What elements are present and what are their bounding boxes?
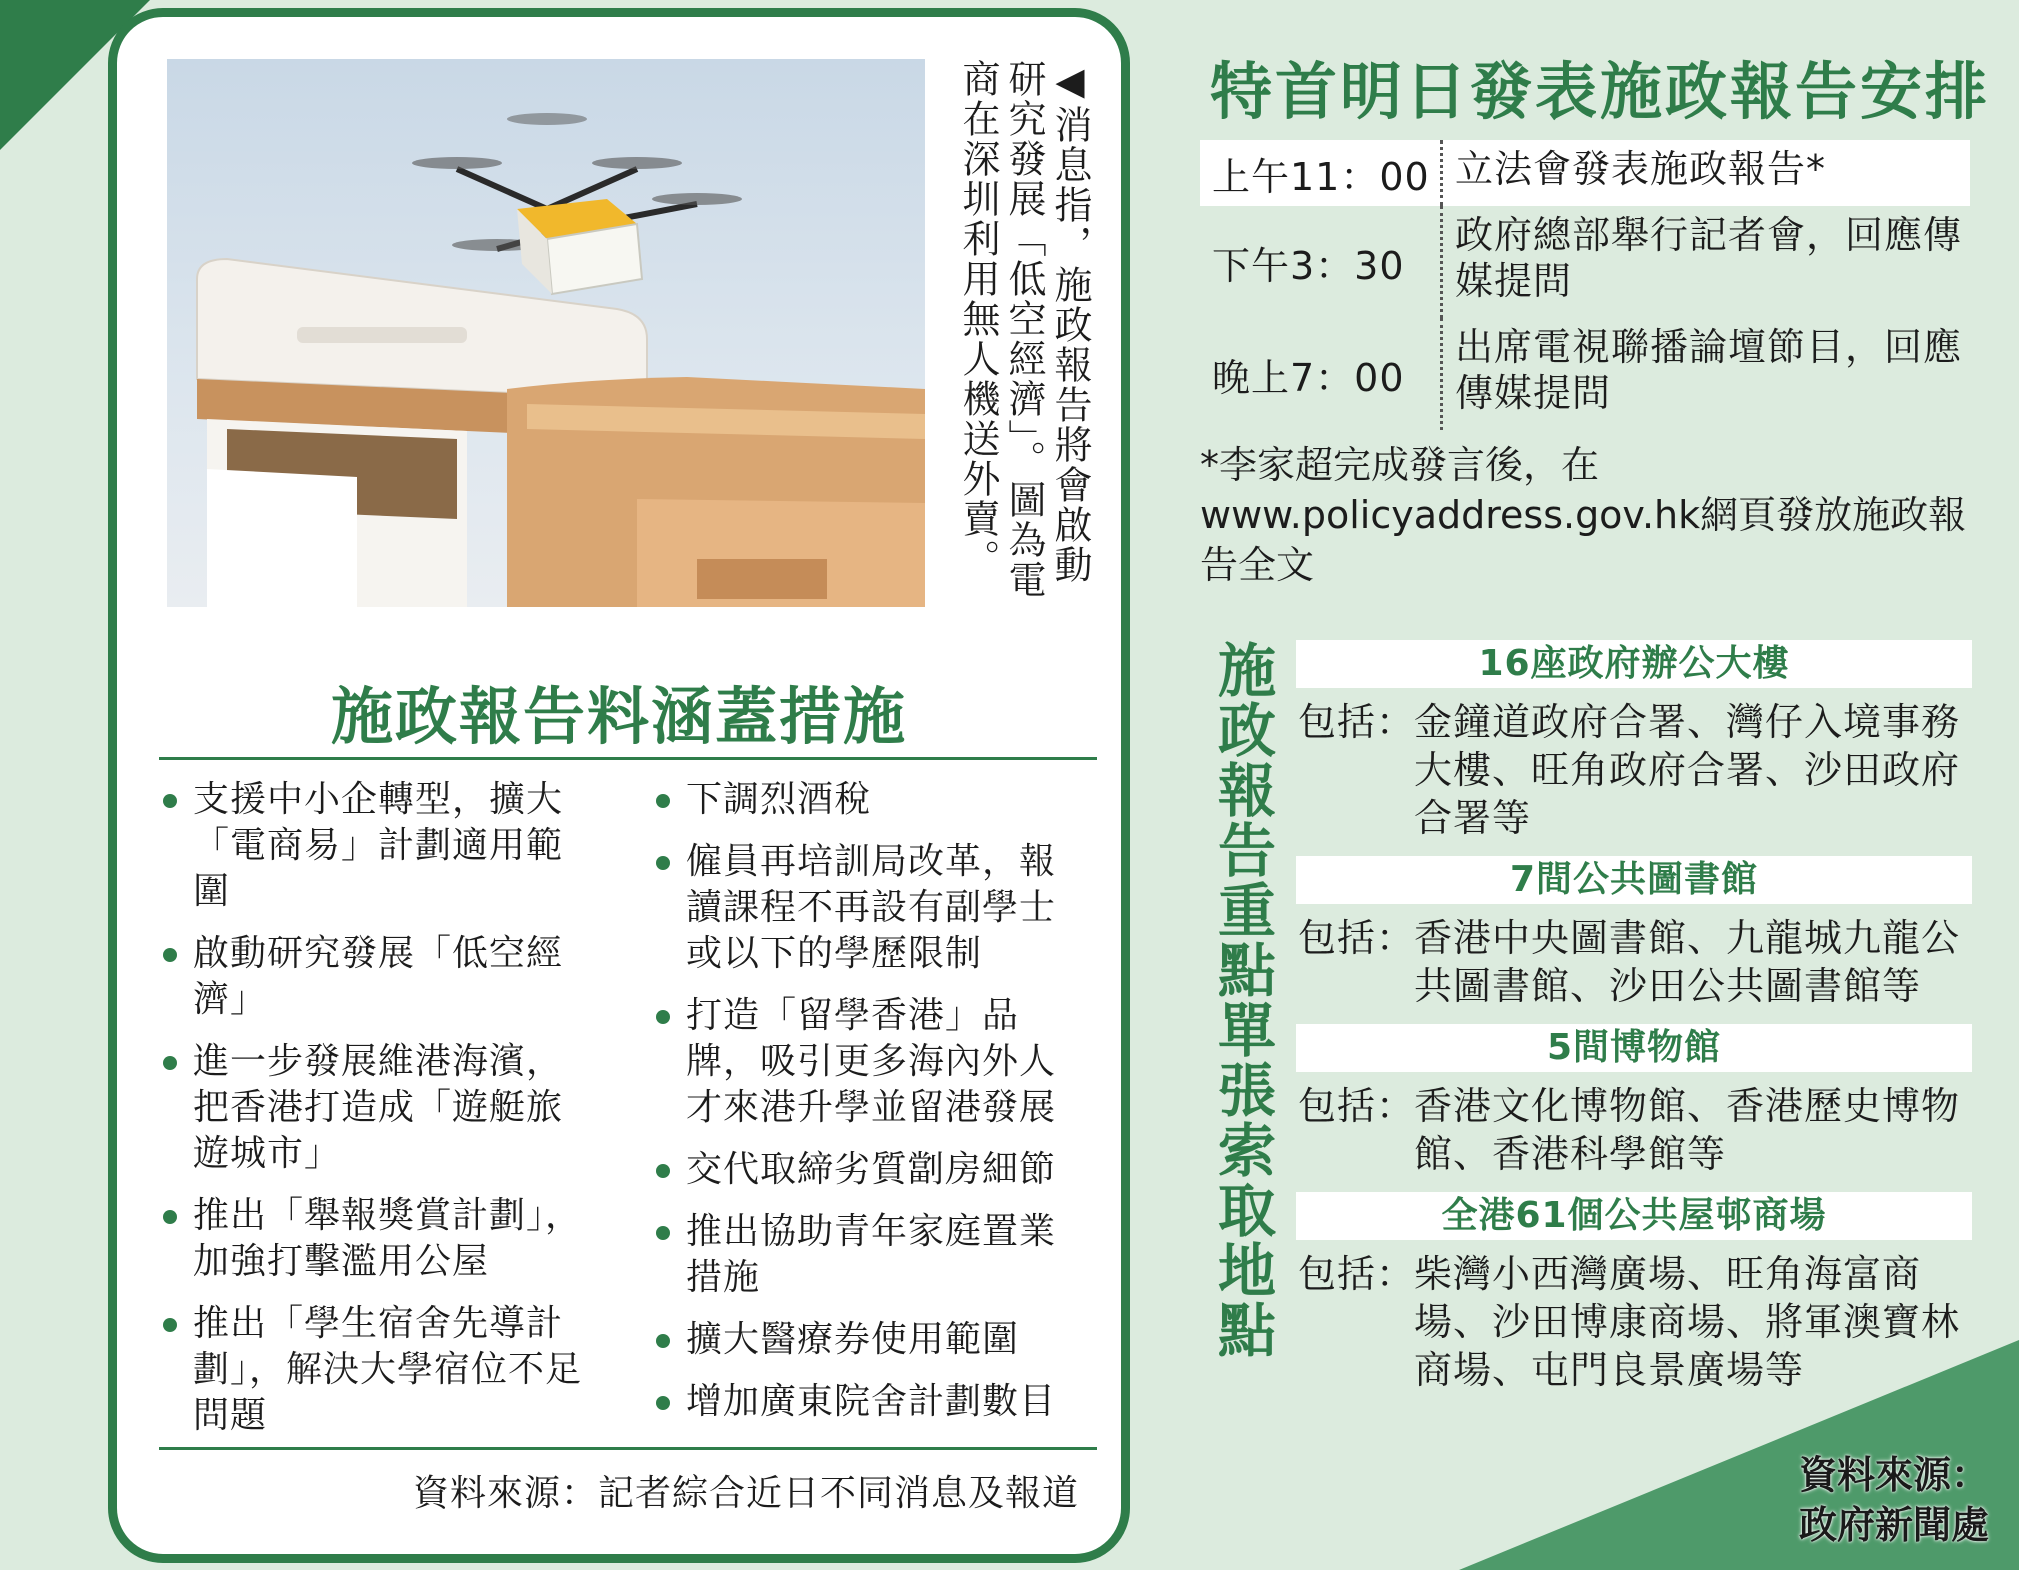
bullet-icon [163,1210,177,1224]
bullet-icon [163,1056,177,1070]
include-label: 包括： [1298,700,1416,744]
bullet-icon [656,1164,670,1178]
bullet-icon [656,1010,670,1024]
divider [159,757,1097,760]
drone-illustration [167,59,925,607]
table-row [1200,206,1970,318]
bullet-icon [656,1334,670,1348]
venue-heading: 16座政府辦公大樓 [1296,640,1972,688]
source-label: 資料來源： [1798,1453,1989,1497]
drone-delivery-photo [167,59,925,607]
venue-detail: 包括： 香港中央圖書館、九龍城九龍公共圖書館、沙田公共圖書館等 [1298,916,1961,1008]
measures-source: 資料來源：記者綜合近日不同消息及報道 [412,1473,1079,1514]
list-item: 支援中小企轉型，擴大「電商易」計劃適用範圍 [159,777,599,915]
schedule-table [1200,140,1970,430]
include-label: 包括： [1298,1252,1416,1296]
venues-source [1799,1450,1989,1550]
bullet-icon [163,794,177,808]
schedule-time: 下午3：30 [1212,243,1405,288]
list-item: 僱員再培訓局改革，報讀課程不再設有副學士或以下的學歷限制 [652,839,1092,977]
bullet-icon [163,1318,177,1332]
measures-title: 施政報告料涵蓋措施 [330,680,907,753]
schedule-desc: 出席電視聯播論壇節目，回應傳媒提問 [1440,318,1970,430]
bullet-icon [656,856,670,870]
schedule-time: 上午11：00 [1212,154,1430,199]
schedule-time: 晚上7：00 [1212,355,1405,400]
list-item: 推出「舉報獎賞計劃」，加強打擊濫用公屋 [159,1193,599,1285]
venue-detail: 包括： 柴灣小西灣廣場、旺角海富商場、沙田博康商場、將軍澳寶林商場、屯門良景廣場等 [1298,1252,1961,1392]
schedule-desc: 立法會發表施政報告* [1440,140,1970,206]
list-item: 增加廣東院舍計劃數目 [652,1379,1092,1425]
bullet-icon [163,948,177,962]
list-item: 進一步發展維港海濱，把香港打造成「遊艇旅遊城市」 [159,1039,599,1177]
list-item: 推出「學生宿舍先導計劃」，解決大學宿位不足問題 [159,1301,599,1439]
venue-heading: 5間博物館 [1296,1024,1972,1072]
venues-title: 施政報告重點單張索取地點 [1208,640,1276,1360]
venue-detail: 包括： 金鐘道政府合署、灣仔入境事務大樓、旺角政府合署、沙田政府合署等 [1298,700,1961,840]
bullet-icon [656,794,670,808]
list-item: 擴大醫療券使用範圍 [652,1317,1092,1363]
venue-detail: 包括： 香港文化博物館、香港歷史博物館、香港科學館等 [1298,1084,1961,1176]
list-item: 下調烈酒稅 [652,777,1092,823]
schedule-title: 特首明日發表施政報告安排 [1209,55,1990,128]
list-item: 交代取締劣質劏房細節 [652,1147,1092,1193]
venues-list [1296,640,1972,1408]
list-item: 啟動研究發展「低空經濟」 [159,931,599,1023]
measures-panel [108,8,1130,1563]
schedule-desc: 政府總部舉行記者會，回應傳媒提問 [1440,206,1970,318]
table-row [1200,318,1970,430]
source-name: 政府新聞處 [1798,1503,1989,1547]
bullet-icon [656,1226,670,1240]
include-label: 包括： [1298,916,1416,960]
venue-heading: 7間公共圖書館 [1296,856,1972,904]
divider [159,1447,1097,1450]
schedule-note: *李家超完成發言後，在www.policyaddress.gov.hk網頁發放施政報告全文 [1200,443,1967,587]
list-item: 推出協助青年家庭置業措施 [652,1209,1092,1301]
bullet-icon [656,1396,670,1410]
measures-list-left [159,777,599,1455]
venue-heading: 全港61個公共屋邨商場 [1296,1192,1972,1240]
table-row [1200,140,1970,206]
photo-caption: ◀消息指，施政報告將會啟動研究發展「低空經濟」。圖為電商在深圳利用無人機送外賣。 [956,59,1092,600]
measures-list-right [652,777,1092,1441]
list-item: 打造「留學香港」品牌，吸引更多海內外人才來港升學並留港發展 [652,993,1092,1131]
include-label: 包括： [1298,1084,1416,1128]
